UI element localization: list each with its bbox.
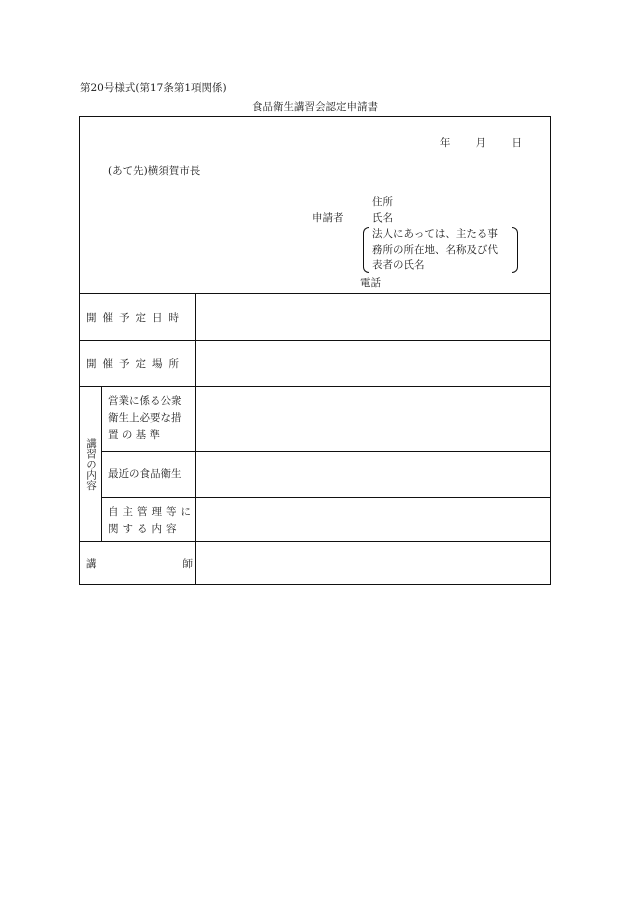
lecturer-field[interactable] (196, 542, 550, 584)
addressee: (あて先)横須賀市長 (108, 165, 201, 177)
corporate-note-line: 務所の所在地、名称及び代 (372, 243, 498, 256)
document-title: 食品衛生講習会認定申請書 (252, 101, 378, 113)
scheduled-date-field[interactable] (196, 294, 550, 340)
row-scheduled-place (80, 340, 550, 386)
row-course-content (80, 386, 550, 541)
corporate-note-text (372, 227, 512, 274)
date-month-label: 月 (475, 137, 487, 149)
content-item-line: 衛生上必要な措 (108, 412, 182, 424)
row-scheduled-date (80, 294, 550, 340)
content-item-line: 自主管理等に (108, 506, 195, 518)
course-content-label-text: 講習の内容 (85, 437, 97, 491)
lecturer-label-right: 師 (182, 557, 193, 570)
row-lecturer (80, 541, 550, 584)
bracket-left (363, 227, 369, 273)
date-line (418, 135, 522, 150)
content-item-recent-hygiene (102, 451, 196, 497)
form-number: 第20号様式(第17条第1項関係) (80, 82, 227, 94)
lecturer-label-left: 講 (86, 557, 97, 570)
content-item-line: 最近の食品衛生 (108, 468, 182, 480)
content-item-line: 関する内容 (108, 523, 181, 535)
address-label: 住所 (372, 196, 393, 208)
scheduled-place-label-text: 開催予定場所 (86, 358, 185, 370)
scheduled-date-label-text: 開催予定日時 (86, 311, 185, 324)
corporate-note (363, 227, 518, 273)
applicant-label: 申請者 (312, 212, 344, 224)
name-label: 氏名 (372, 212, 393, 224)
self-management-field[interactable] (196, 497, 550, 543)
content-item-line: 置 の 基 準 (108, 429, 161, 441)
scheduled-place-label (80, 341, 196, 386)
content-item-line: 営業に係る公衆 (108, 395, 182, 407)
date-year-label: 年 (439, 137, 451, 149)
lecturer-label-text (86, 556, 195, 571)
corporate-note-line: 法人にあっては、主たる事 (372, 228, 498, 240)
scheduled-date-label (80, 294, 196, 340)
recent-hygiene-field[interactable] (196, 451, 550, 498)
telephone-label: 電話 (360, 277, 381, 289)
applicant-section (80, 117, 550, 294)
date-year-field[interactable] (418, 137, 440, 149)
scheduled-place-field[interactable] (196, 341, 550, 386)
date-day-label: 日 (511, 137, 522, 149)
corporate-note-line: 表者の氏名 (372, 259, 425, 271)
hygiene-standards-field[interactable] (196, 387, 550, 451)
lecturer-label (80, 542, 196, 584)
content-item-hygiene-standards (102, 387, 196, 451)
content-item-self-management (102, 497, 196, 542)
application-form (79, 116, 551, 585)
bracket-right (512, 227, 518, 273)
course-content-label (80, 387, 102, 541)
